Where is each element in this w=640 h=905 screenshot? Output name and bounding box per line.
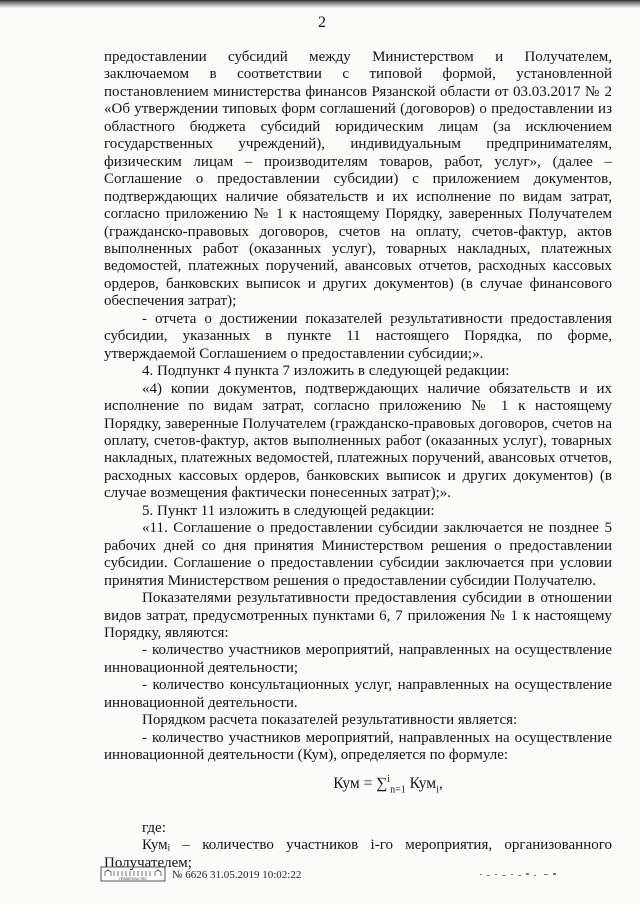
formula-tail: , — [438, 774, 443, 792]
paragraph: - количество участников мероприятий, направленных на осуществление инновационной деятельности; — [104, 642, 612, 676]
paragraph: Показателями результативности предоставления субсидии в отношении видов затрат, предусмотренных пунктами 6, 7 приложения № 1 к настоящему Порядку, являются: — [104, 590, 612, 641]
stamp-caption: ПРАВИТЕЛЬСТВО — [119, 877, 147, 882]
formula-lhs: Кум — [333, 774, 360, 792]
formula-upper-limit: i — [387, 773, 391, 785]
paragraph: - количество участников мероприятий, направленных на осуществление инновационной деятельности (Кум), определяется по формуле: — [104, 729, 612, 764]
formula-term: Кум — [409, 774, 437, 792]
paragraph: предоставлении субсидий между Министерством и Получателем, заключаемом в соответствии с типовой формой, установленной постановлением министерства финансов Рязанской области от 03.03.2017 № 2 «Об утверждении типовых форм соглашений (договоров) о предоставлении из областного бюджета субсидий юридическим лицам (за исключением государственных учреждений), индивидуальным предпринимателям, физическим лицам – производителям товаров, работ, услуг», (далее – Соглашение о предоставлении субсидии) с приложением документов, подтверждающих наличие обязательств и их исполнение по видам затрат, согласно приложению № 1 к настоящему Порядку, заверенных Получателем (гражданско-правовых договоров, счетов на оплату, счетов-фактур, актов выполненных работ (оказанных услуг), товарных накладных, платежных ведомостей, платежных поручений, авансовых отчетов, расходных кассовых ордеров, банковских выписок и других документов) (в случае финансового обеспечения затрат); — [104, 49, 612, 310]
formula-sum-sign: ∑ — [376, 774, 388, 792]
formula — [164, 769, 612, 801]
document-body — [104, 49, 612, 872]
paragraph: «11. Соглашение о предоставлении субсидии заключается не позднее 5 рабочих дней со дня принятия Министерством решения о предоставлении субсидии. Соглашение о предоставлении субсидии заключается при условии принятия Министерством решения о предоставлении субсидии Получателю. — [104, 520, 612, 589]
registry-stamp-logo — [100, 866, 166, 882]
paragraph: где: — [142, 819, 166, 836]
paragraph: - отчета о достижении показателей результативности предоставления субсидии, указанных в пункте 11 настоящего Порядка, по форме, утверждаемой Соглашением о предоставлении субсидии;». — [104, 310, 612, 362]
page-number: 2 — [318, 14, 326, 31]
paragraph: Порядком расчета показателей результативности является: — [142, 712, 518, 729]
formula-term-index: i — [436, 783, 439, 795]
formula-lower-limit: n=1 — [390, 783, 406, 795]
paragraph: - количество консультационных услуг, направленных на осуществление инновационной деятельности. — [104, 677, 612, 711]
scan-edge-shadow — [0, 0, 640, 8]
paragraph: «4) копии документов, подтверждающих наличие обязательств и их исполнение по видам затрат, согласно приложению № 1 к настоящему Порядку, заверенные Получателем (гражданско-правовых договоров, счетов на оплату, счетов-фактур, актов выполненных работ (оказанных услуг), товарных накладных, платежных ведомостей, платежных поручений, авансовых отчетов, расходных кассовых ордеров, банковских выписок и других документов) (в случае возмещения фактически понесенных затрат);». — [104, 380, 612, 502]
paragraph: 4. Подпункт 4 пункта 7 изложить в следующей редакции: — [142, 363, 510, 380]
registration-stamp: № 6626 31.05.2019 10:02:22 — [172, 869, 302, 881]
scan-noise — [478, 871, 560, 879]
formula-equals: = — [359, 774, 377, 792]
paragraph: Кумᵢ – количество участников i-го мероприятия, организованного Получателем; — [104, 837, 612, 871]
paragraph: 5. Пункт 11 изложить в следующей редакции: — [142, 502, 435, 519]
